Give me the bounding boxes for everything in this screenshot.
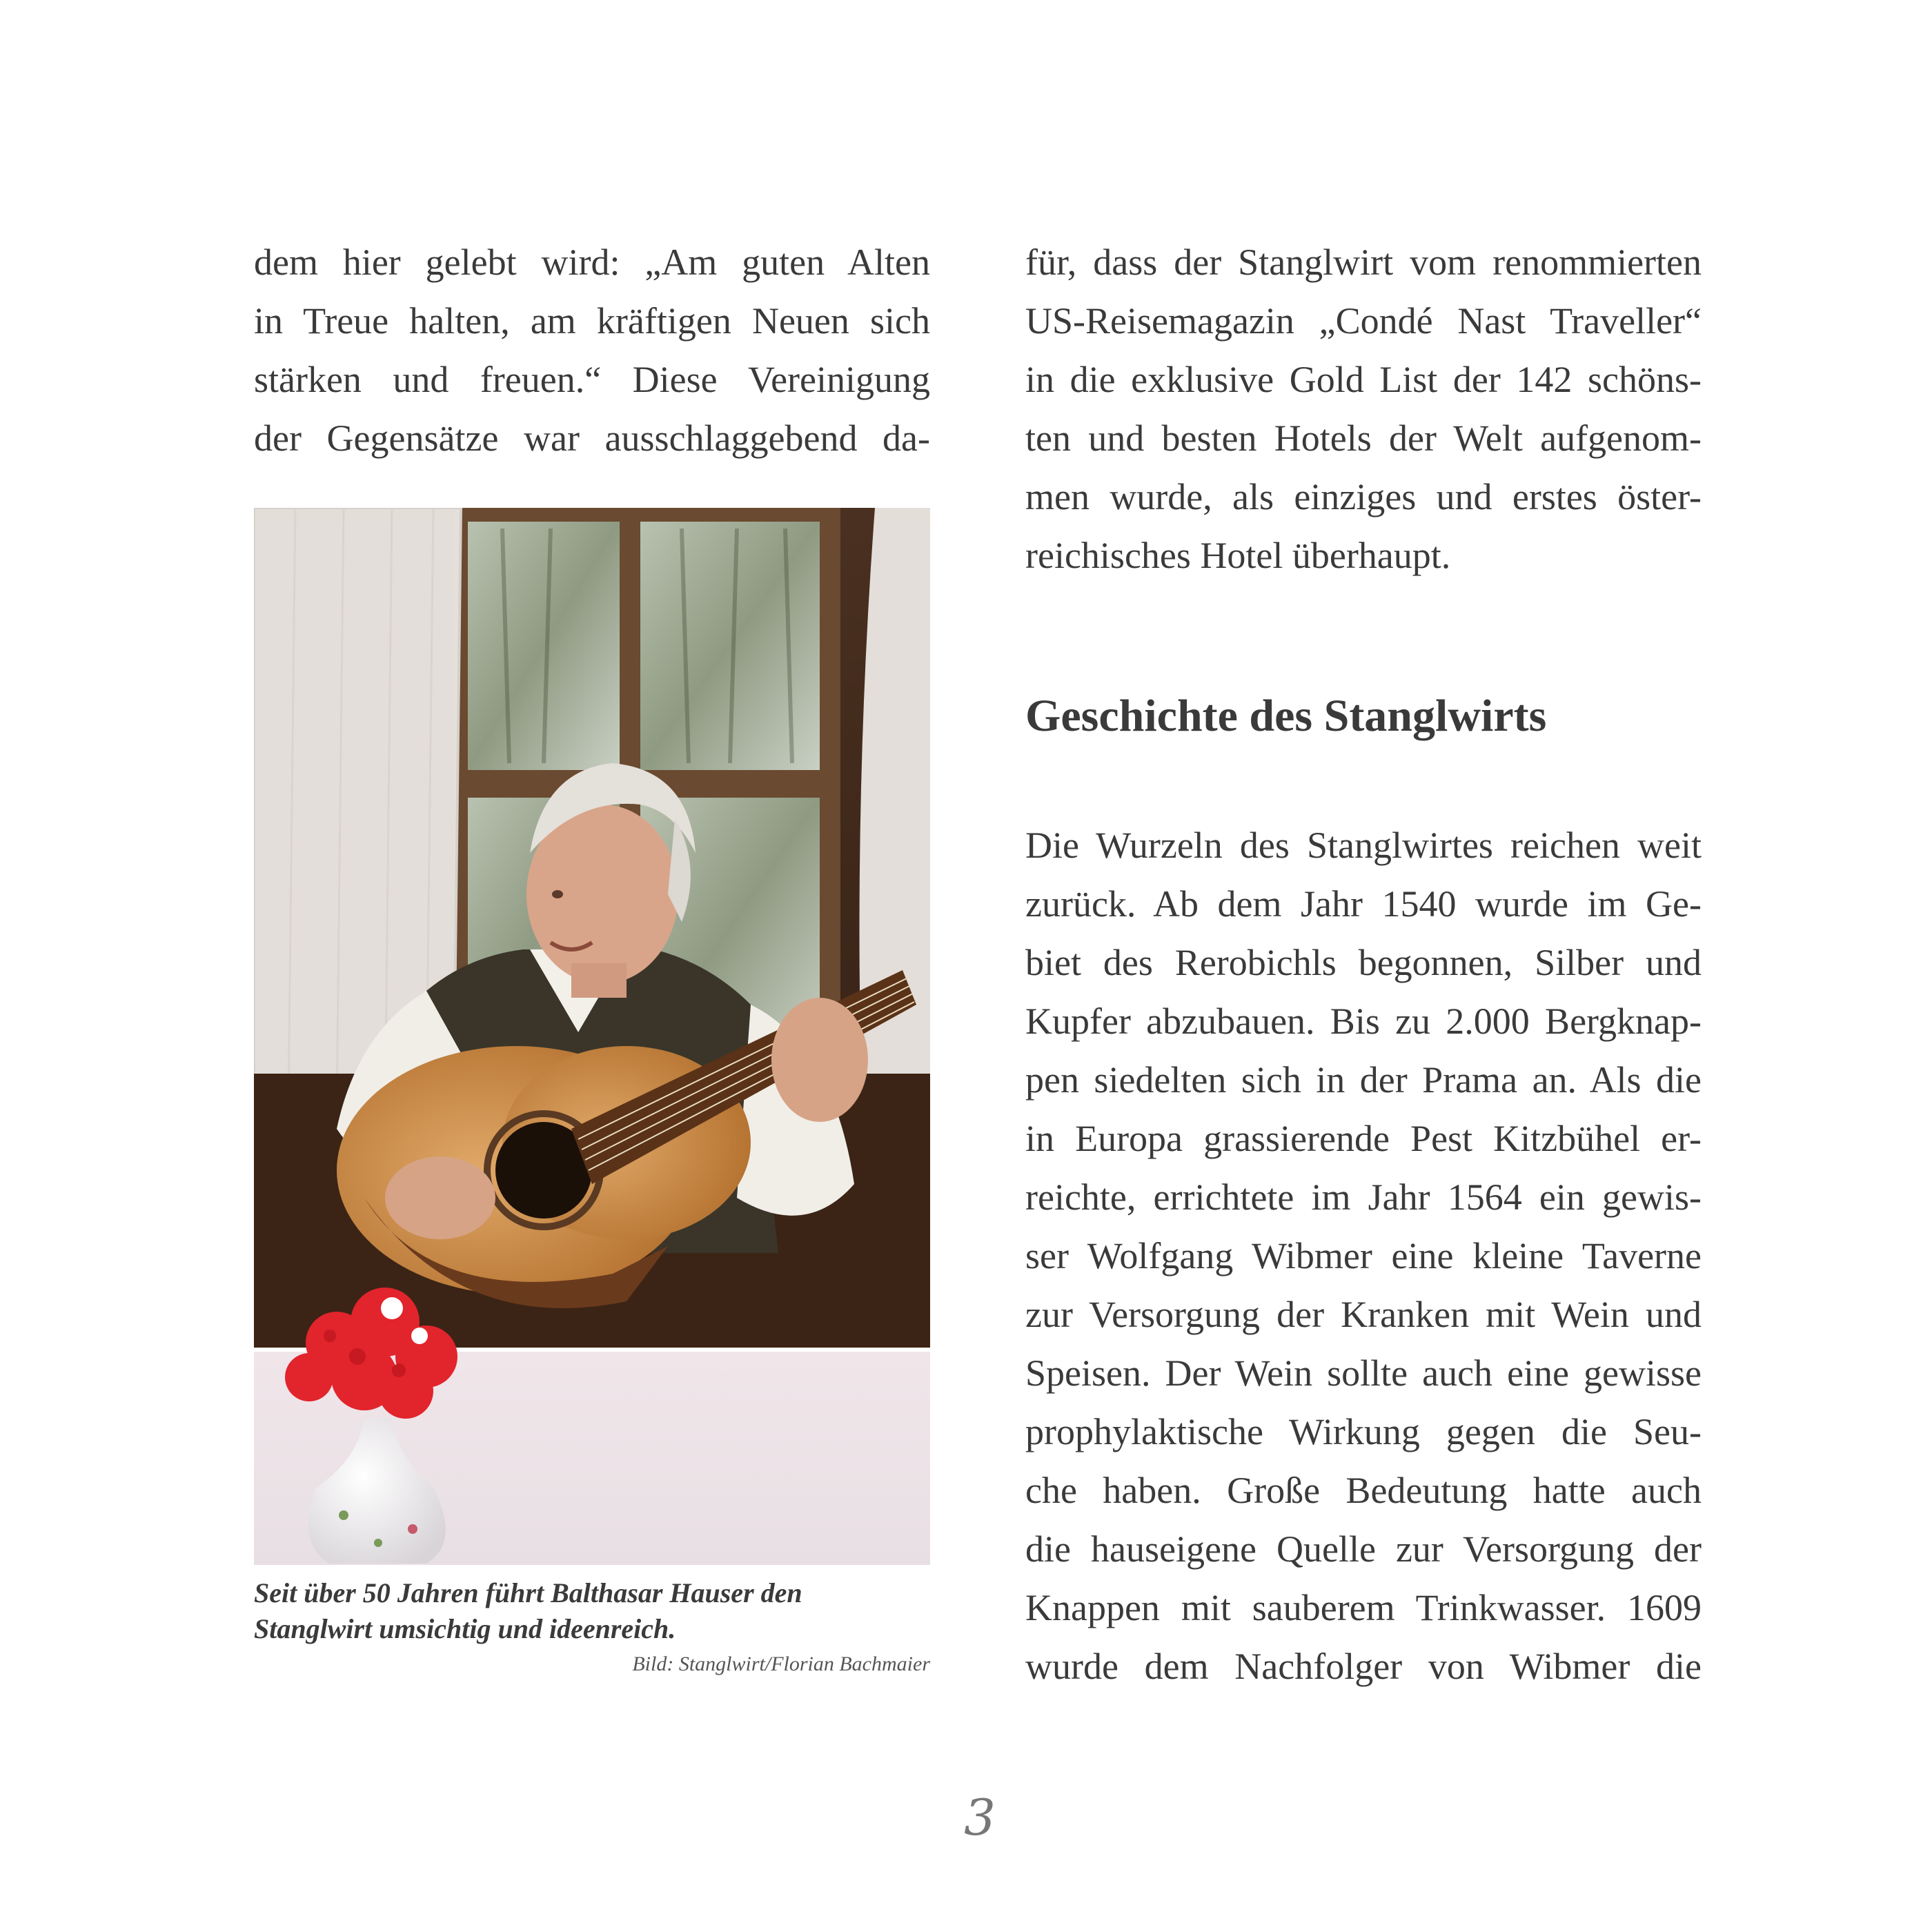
section-body xyxy=(1025,816,1702,1696)
left-column-text xyxy=(254,233,930,468)
text-line: pen siedelten sich in der Prama an. Als die xyxy=(1025,1059,1702,1101)
text-line: stärken und freuen.“ Diese Vereinigung xyxy=(254,359,930,400)
photo-man-playing-guitar xyxy=(254,508,930,1565)
section-paragraph xyxy=(1025,816,1702,1696)
text-line: zur Versorgung der Kranken mit Wein und xyxy=(1025,1294,1702,1335)
text-line: für, dass der Stanglwirt vom renommierten xyxy=(1025,241,1702,283)
text-line: in Treue halten, am kräftigen Neuen sich xyxy=(254,300,930,342)
left-paragraph xyxy=(254,233,930,468)
photo-caption xyxy=(254,1575,930,1676)
text-line: Kupfer abzubauen. Bis zu 2.000 Bergknap- xyxy=(1025,1000,1702,1042)
text-line: ser Wolfgang Wibmer eine kleine Taverne xyxy=(1025,1235,1702,1276)
text-line: reichte, errichtete im Jahr 1564 ein gewis- xyxy=(1025,1176,1702,1218)
text-line: wurde dem Nachfolger von Wibmer die xyxy=(1025,1646,1702,1687)
text-line: reichisches Hotel überhaupt. xyxy=(1025,535,1451,576)
text-line: biet des Rerobichls begonnen, Silber und xyxy=(1025,942,1702,983)
text-line: Knappen mit sauberem Trinkwasser. 1609 xyxy=(1025,1587,1702,1628)
caption-line: Stanglwirt umsichtig und ideenreich. xyxy=(254,1613,676,1644)
text-line: die hauseigene Quelle zur Versorgung der xyxy=(1025,1528,1702,1570)
text-line: Die Wurzeln des Stanglwirtes reichen weit xyxy=(1025,825,1702,866)
text-line: dem hier gelebt wird: „Am guten Alten xyxy=(254,241,930,283)
right-column-text xyxy=(1025,233,1702,585)
text-line: Speisen. Der Wein sollte auch eine gewisse xyxy=(1025,1352,1702,1394)
text-line: prophylaktische Wirkung gegen die Seu- xyxy=(1025,1411,1702,1452)
text-line: in die exklusive Gold List der 142 schöns- xyxy=(1025,359,1702,400)
text-line: ten und besten Hotels der Welt aufgenom- xyxy=(1025,417,1702,459)
photo-credit: Bild: Stanglwirt/Florian Bachmaier xyxy=(632,1653,930,1675)
text-line: US-Reisemagazin „Condé Nast Traveller“ xyxy=(1025,300,1702,342)
caption-line: Seit über 50 Jahren führt Balthasar Hauser den xyxy=(254,1577,802,1608)
text-line: che haben. Große Bedeutung hatte auch xyxy=(1025,1470,1702,1511)
right-paragraph xyxy=(1025,233,1702,585)
text-line: men wurde, als einziges und erstes öster- xyxy=(1025,476,1702,518)
text-line: der Gegensätze war ausschlaggebend da- xyxy=(254,417,930,459)
page-number: 3 xyxy=(964,1788,996,1846)
section-heading: Geschichte des Stanglwirts xyxy=(1025,691,1547,741)
text-line: zurück. Ab dem Jahr 1540 wurde im Ge- xyxy=(1025,883,1702,925)
text-line: in Europa grassierende Pest Kitzbühel er- xyxy=(1025,1118,1702,1159)
